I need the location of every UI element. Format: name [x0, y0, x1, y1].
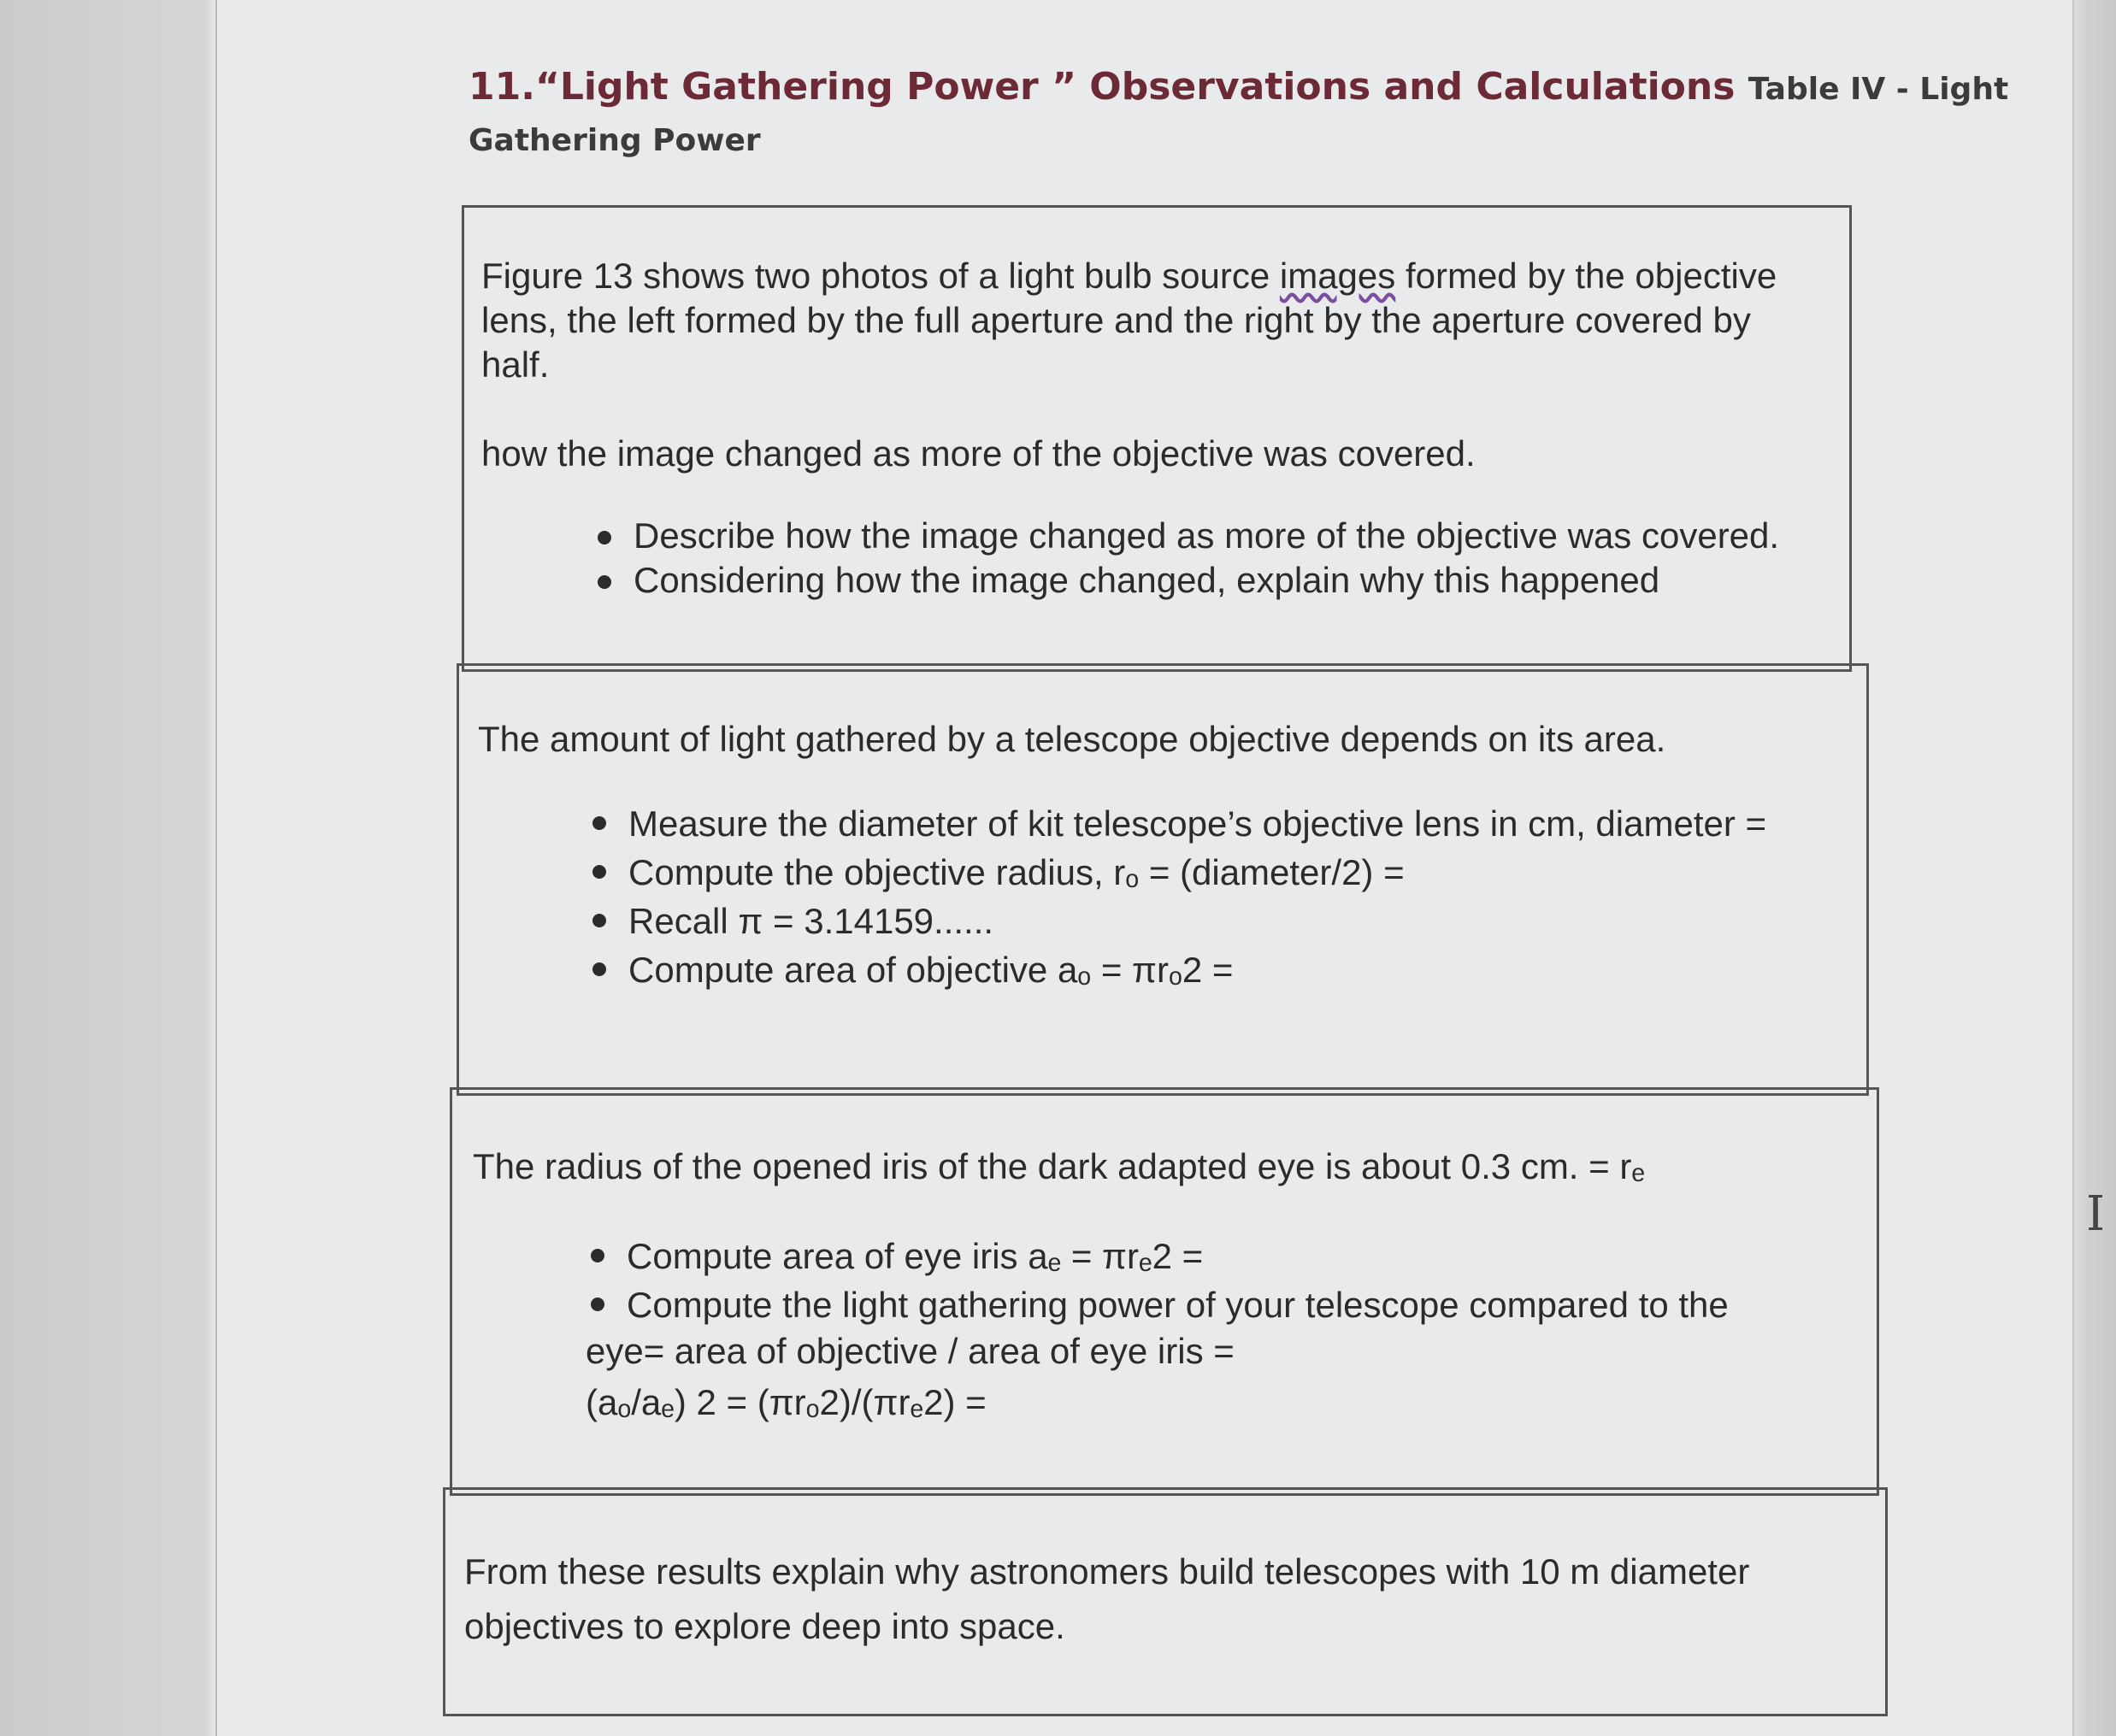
- list-item: Measure the diameter of kit telescope’s objective lens in cm, diameter =: [587, 799, 1836, 848]
- cell3-bullet-list: [586, 1232, 1851, 1329]
- table-cell-objective-area: [457, 663, 1869, 1096]
- cell1-bullet-list: [592, 514, 1824, 603]
- table-cell-conclusion: [443, 1487, 1888, 1716]
- list-item: Considering how the image changed, explain why this happened: [592, 558, 1824, 603]
- list-item: Compute the light gathering power of your telescope compared to the: [586, 1280, 1851, 1329]
- list-item: Describe how the image changed as more of the objective was covered.: [592, 514, 1824, 558]
- cell1-prompt: how the image changed as more of the objective was covered.: [481, 433, 1476, 474]
- table-label: Table IV - Light: [1748, 72, 2009, 107]
- list-item: Compute area of eye iris aₑ = πrₑ2 =: [586, 1232, 1851, 1280]
- table-cell-aperture: [462, 205, 1852, 672]
- text-cursor-icon: I: [2086, 1186, 2106, 1242]
- cell3-intro: The radius of the opened iris of the dark adapted eye is about 0.3 cm. = rₑ: [473, 1146, 1645, 1186]
- list-item: Compute the objective radius, rₒ = (diameter/2) =: [587, 848, 1836, 897]
- list-item: Compute area of objective aₒ = πrₒ2 =: [587, 945, 1836, 994]
- cell2-bullet-list: [587, 799, 1836, 994]
- cell2-intro: The amount of light gathered by a telescope objective depends on its area.: [478, 719, 1666, 759]
- table-cell-eye-iris: [450, 1087, 1879, 1496]
- list-item: Recall π = 3.14159......: [587, 897, 1836, 945]
- table-label-continued: Gathering Power: [469, 123, 761, 158]
- section-heading: [469, 62, 2009, 167]
- cell3-continuation: eye= area of objective / area of eye iris =: [586, 1331, 1235, 1371]
- spelling-underline-word: images: [1279, 256, 1396, 296]
- cell1-intro: Figure 13 shows two photos of a light bulb source images formed by the objective lens, the left formed by the full aperture and the right by the aperture covered by half.: [481, 256, 1777, 385]
- heading-title: “Light Gathering Power ” Observations and Calculations: [534, 65, 1736, 109]
- cell3-formula: (aₒ/aₑ) 2 = (πrₒ2)/(πrₑ2) =: [586, 1382, 987, 1422]
- heading-number: 11.: [469, 65, 535, 109]
- cell4-text: From these results explain why astronomers build telescopes with 10 m diameter objectives to explore deep into space.: [464, 1551, 1750, 1646]
